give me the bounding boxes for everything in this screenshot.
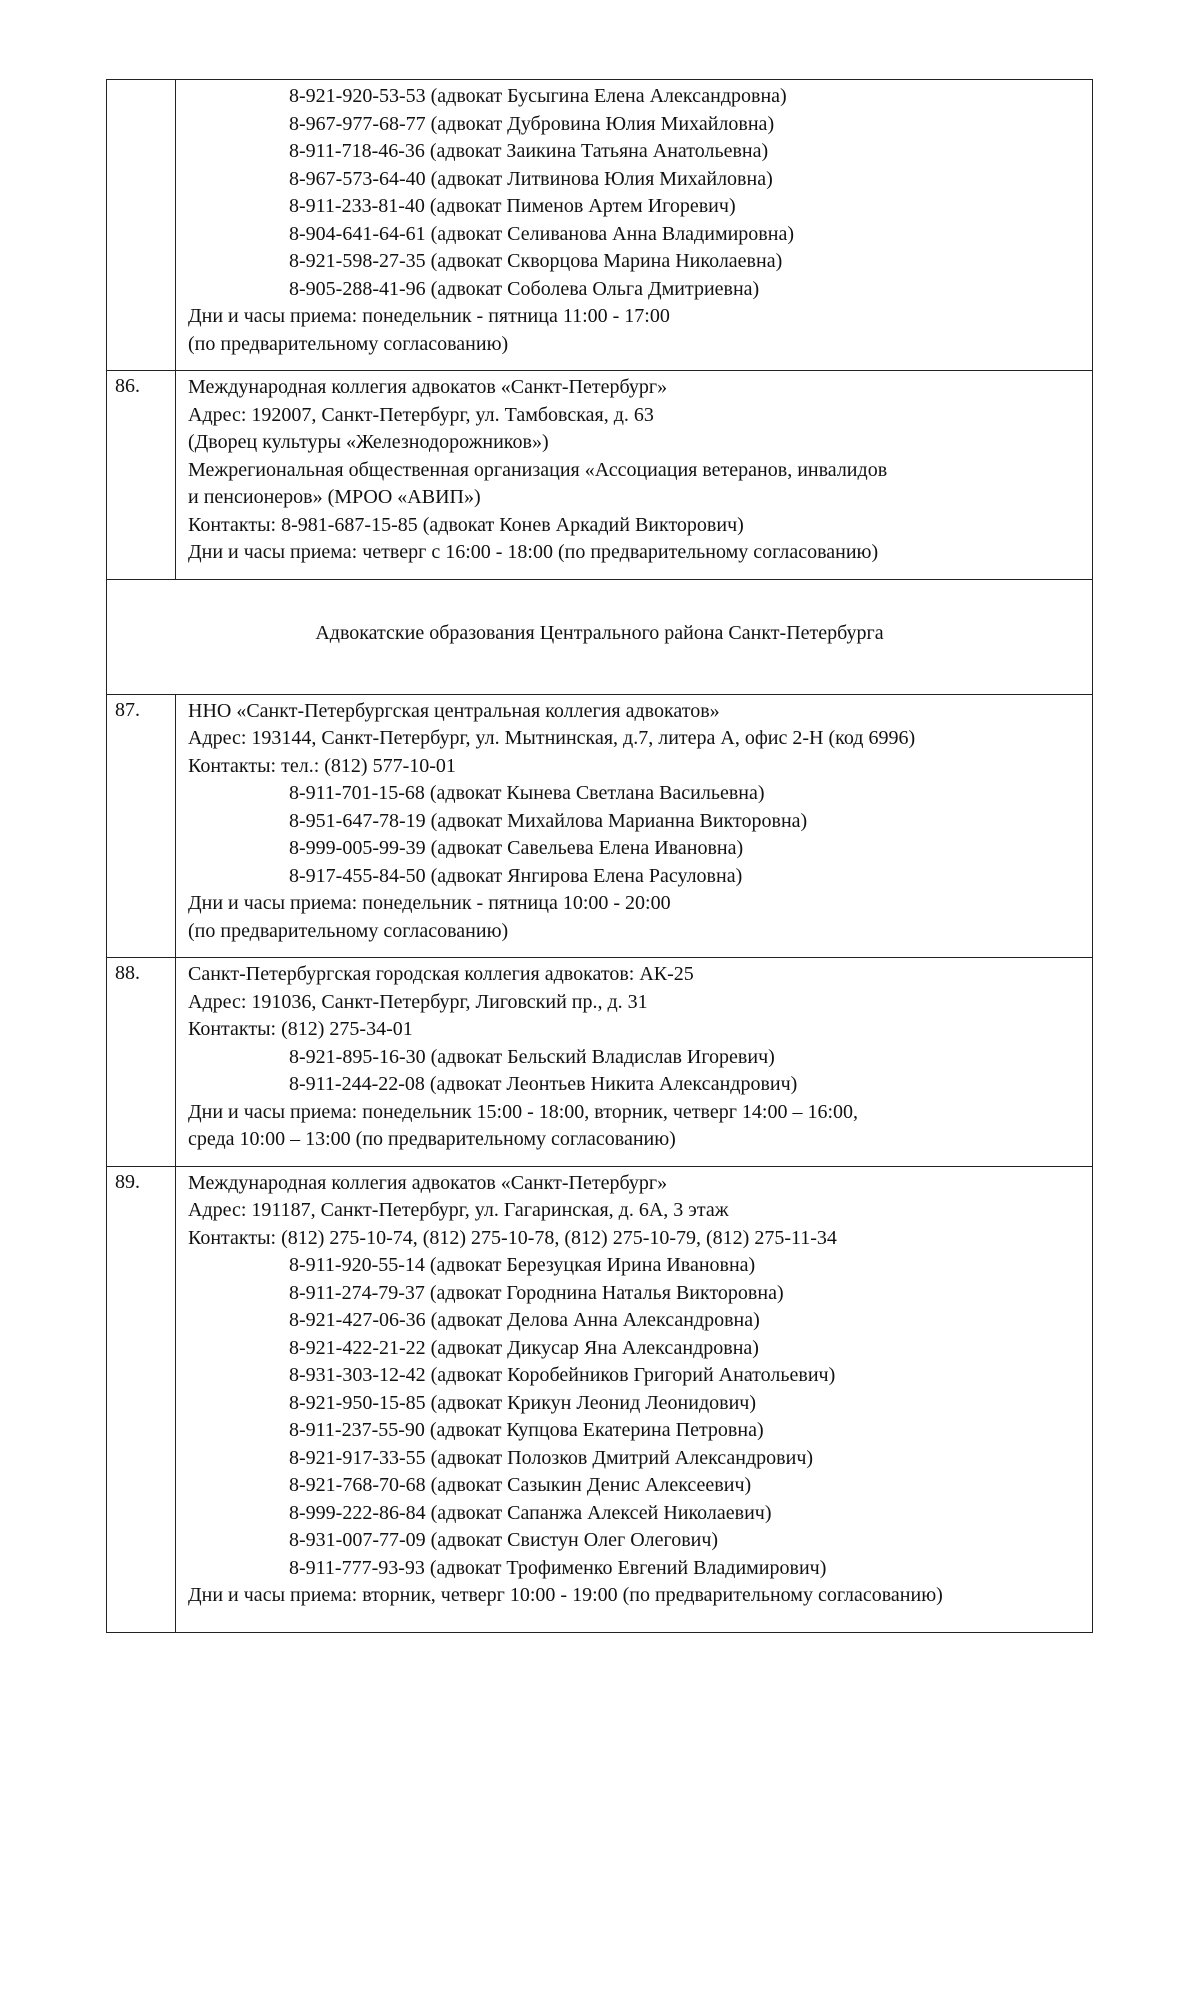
address-note: (Дворец культуры «Железнодорожников») — [188, 431, 549, 453]
row-number: 87. — [107, 694, 176, 958]
lawyer-contact: 8-967-977-68-77 (адвокат Дубровина Юлия Михайловна) — [289, 112, 775, 135]
lawyer-contact: 8-921-920-53-53 (адвокат Бусыгина Елена Александровна) — [289, 85, 787, 107]
lawyer-contact: 8-921-917-33-55 (адвокат Полозков Дмитрий Александрович) — [289, 1446, 814, 1469]
table-row — [107, 371, 1093, 580]
organization-name: Санкт-Петербургская городская коллегия адвокатов: АК-25 — [188, 963, 694, 985]
address-line: Адрес: 191036, Санкт-Петербург, Лиговский пр., д. 31 — [188, 990, 648, 1013]
table-row — [107, 1166, 1093, 1632]
reception-note: (по предварительному согласованию) — [188, 919, 509, 942]
lawyer-contact: 8-999-222-86-84 (адвокат Сапанжа Алексей Николаевич) — [289, 1501, 772, 1524]
reception-hours: Дни и часы приема: понедельник 15:00 - 18:00, вторник, четверг 14:00 – 16:00, — [188, 1100, 859, 1123]
lawyer-contact: 8-921-895-16-30 (адвокат Бельский Владислав Игоревич) — [289, 1045, 775, 1068]
organization-name: ННО «Санкт-Петербургская центральная коллегия адвокатов» — [188, 699, 720, 722]
row-content-cell — [176, 80, 1093, 371]
lawyer-contact: 8-911-701-15-68 (адвокат Кынева Светлана Васильевна) — [289, 782, 765, 804]
lawyer-contact: 8-921-422-21-22 (адвокат Дикусар Яна Александровна) — [289, 1336, 759, 1359]
row-number-cell — [107, 80, 176, 371]
section-header: Адвокатские образования Центрального района Санкт-Петербурга — [107, 579, 1093, 694]
contacts-line: Контакты: 8-981-687-15-85 (адвокат Конев Аркадий Викторович) — [188, 513, 744, 536]
lawyer-contact: 8-911-718-46-36 (адвокат Заикина Татьяна Анатольевна) — [289, 140, 769, 162]
row-content-cell — [176, 958, 1093, 1167]
table-row — [107, 958, 1093, 1167]
reception-hours: Дни и часы приема: вторник, четверг 10:00 - 19:00 (по предварительному согласованию) — [188, 1584, 943, 1606]
row-content-cell — [176, 694, 1093, 958]
reception-hours: Дни и часы приема: понедельник - пятница 11:00 - 17:00 — [188, 305, 670, 327]
lawyer-contact: 8-911-777-93-93 (адвокат Трофименко Евгений Владимирович) — [289, 1556, 827, 1579]
lawyer-contact: 8-917-455-84-50 (адвокат Янгирова Елена Расуловна) — [289, 864, 743, 887]
lawyer-contact: 8-921-768-70-68 (адвокат Сазыкин Денис Алексеевич) — [289, 1474, 752, 1496]
lawyer-contact: 8-999-005-99-39 (адвокат Савельева Елена Ивановна) — [289, 837, 744, 859]
address-line: Адрес: 192007, Санкт-Петербург, ул. Тамбовская, д. 63 — [188, 403, 654, 426]
table-row — [107, 694, 1093, 958]
organization-name: Международная коллегия адвокатов «Санкт-Петербург» — [188, 376, 668, 398]
organization-name: Международная коллегия адвокатов «Санкт-Петербург» — [188, 1171, 668, 1194]
lawyer-contact: 8-905-288-41-96 (адвокат Соболева Ольга Дмитриевна) — [289, 277, 760, 300]
lawyer-contact: 8-931-303-12-42 (адвокат Коробейников Григорий Анатольевич) — [289, 1364, 836, 1386]
row-content-cell — [176, 1166, 1093, 1632]
row-number: 88. — [107, 958, 176, 1167]
contacts-line: Контакты: тел.: (812) 577-10-01 — [188, 754, 456, 777]
contacts-line: Контакты: (812) 275-10-74, (812) 275-10-78, (812) 275-10-79, (812) 275-11-34 — [188, 1226, 837, 1249]
reception-hours: Дни и часы приема: понедельник - пятница 10:00 - 20:00 — [188, 892, 671, 914]
address-line: Адрес: 193144, Санкт-Петербург, ул. Мытнинская, д.7, литера А, офис 2-Н (код 6996) — [188, 727, 916, 749]
partner-organization: Межрегиональная общественная организация «Ассоциация ветеранов, инвалидов — [188, 458, 888, 481]
reception-note: (по предварительному согласованию) — [188, 332, 509, 355]
lawyer-contact: 8-921-598-27-35 (адвокат Скворцова Марина Николаевна) — [289, 250, 783, 272]
lawyer-contact: 8-911-233-81-40 (адвокат Пименов Артем Игоревич) — [289, 195, 736, 217]
lawyer-contact: 8-921-950-15-85 (адвокат Крикун Леонид Леонидович) — [289, 1391, 756, 1414]
lawyer-contact: 8-951-647-78-19 (адвокат Михайлова Марианна Викторовна) — [289, 809, 808, 832]
row-content-cell — [176, 371, 1093, 580]
lawyer-contact: 8-911-237-55-90 (адвокат Купцова Екатерина Петровна) — [289, 1419, 764, 1441]
reception-hours: среда 10:00 – 13:00 (по предварительному согласованию) — [188, 1128, 676, 1150]
lawyer-contact: 8-911-274-79-37 (адвокат Городнина Наталья Викторовна) — [289, 1281, 784, 1304]
legal-aid-table — [106, 79, 1093, 1633]
contacts-line: Контакты: (812) 275-34-01 — [188, 1018, 413, 1040]
lawyer-contact: 8-904-641-64-61 (адвокат Селиванова Анна Владимировна) — [289, 222, 794, 245]
lawyer-contact: 8-911-920-55-14 (адвокат Березуцкая Ирина Ивановна) — [289, 1254, 756, 1276]
address-line: Адрес: 191187, Санкт-Петербург, ул. Гагаринская, д. 6А, 3 этаж — [188, 1199, 729, 1221]
reception-hours: Дни и часы приема: четверг с 16:00 - 18:00 (по предварительному согласованию) — [188, 541, 879, 563]
table-row — [107, 80, 1093, 371]
table-row — [107, 579, 1093, 694]
lawyer-contact: 8-921-427-06-36 (адвокат Делова Анна Александровна) — [289, 1309, 760, 1331]
row-number: 89. — [107, 1166, 176, 1632]
lawyer-contact: 8-911-244-22-08 (адвокат Леонтьев Никита Александрович) — [289, 1073, 798, 1095]
lawyer-contact: 8-931-007-77-09 (адвокат Свистун Олег Олегович) — [289, 1529, 719, 1551]
partner-organization: и пенсионеров» (МРОО «АВИП») — [188, 486, 481, 508]
row-number: 86. — [107, 371, 176, 580]
lawyer-contact: 8-967-573-64-40 (адвокат Литвинова Юлия Михайловна) — [289, 167, 773, 190]
